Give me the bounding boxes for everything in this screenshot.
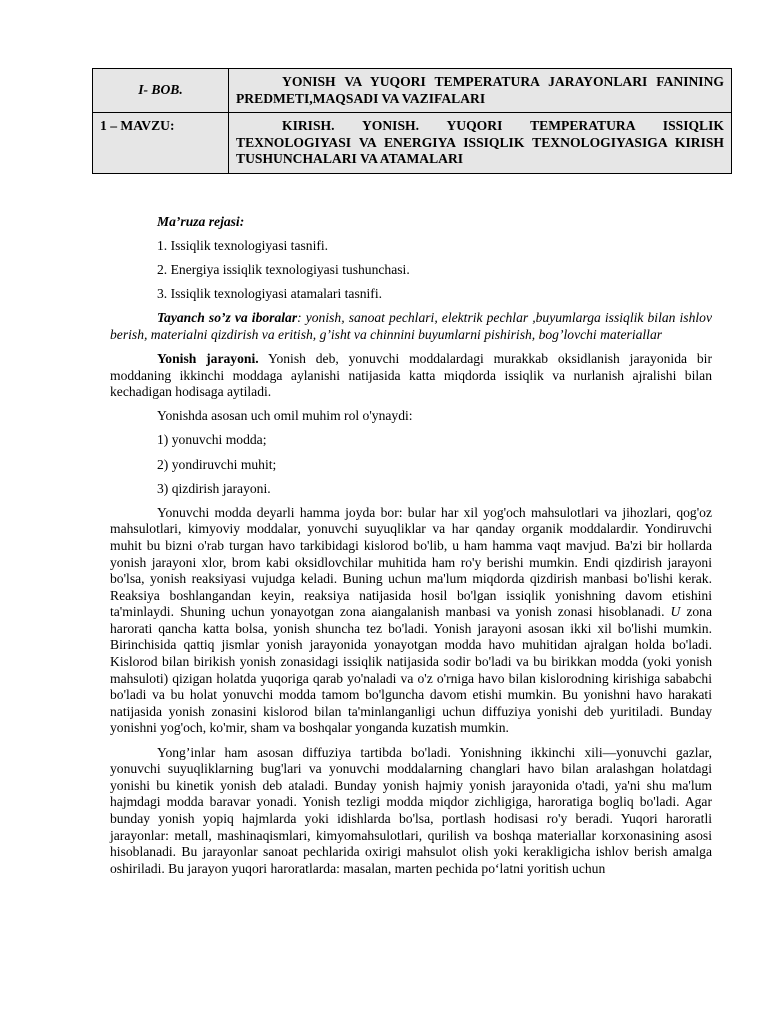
definition-term: Yonish jarayoni. bbox=[157, 351, 259, 367]
document-body bbox=[110, 214, 712, 885]
body-paragraph bbox=[110, 505, 712, 737]
keywords-text: : yonish, sanoat pechlari, elektrik pechlar ,buyumlarga issiqlik bilan ishlov berish, materialni qizdirish va eritish, g’isht va chinnini buyumlarni pishirish, bog’lovchi materiallar bbox=[110, 310, 712, 342]
definition-paragraph bbox=[110, 351, 712, 401]
body-paragraph-text: Yonuvchi modda deyarli hamma joyda bor: bular har xil yog'och mahsulotlari va jihozlari, qog'oz mahsulotlari, kimyoviy moddalar, yonuvchi suyuqliklar va har qanday organik moddalardir. Yondiruvchi muhit bu bizni o'rab turgan havo tarkibidagi kislorod bo'lib, u ham hamma vaqt mavjud. Ba'zi bir hollarda yonish jarayoni xlor, brom kabi oksidlovchilar muhitida ham ro'y berishi mumkin. Endi qizdirish jarayoni bo'lsa, yonish reaksiyasi vujudga keladi. Buning uchun ma'lum miqdorda qizdirish manbasi bo'lishi kerak. Reaksiya boshlangandan keyin, reaksiya natijasida hosil bo'lgan issiqlik yonishning davom etishini ta'minlaydi. Shuning uchun yonayotgan zona aiangalanish manbasi va yonish zonasi hisoblanadi. bbox=[110, 504, 712, 620]
definition-text: Yonish deb, yonuvchi moddalardagi murakkab oksidlanish jarayonida bir moddaning ikkinchi moddaga aylanishi natijasida katta miqdorda issiqlik va nurlanish ajralishi bilan kechadigan hodisaga aytiladi. bbox=[110, 351, 712, 400]
factor-item: 2) yondiruvchi muhit; bbox=[157, 456, 277, 472]
chapter-header-table bbox=[92, 68, 732, 174]
italic-u: U bbox=[670, 604, 681, 620]
plan-heading: Ma’ruza rejasi: bbox=[157, 214, 245, 229]
body-paragraph: Yong’inlar ham asosan diffuziya tartibda bo'ladi. Yonishning ikkinchi xili—yonuvchi gazlar, yonuvchi suyuqliklarning bug'lari va yonuvchi moddalarning changlari havo bilan aralashgan holatdagi yonishi bu kinetik yonish deb ataladi. Bunday yonish hajmiy yonish jarayonida o'tadi, ya'ni shu ma'lum hajmdagi modda baravar yonadi. Yonish tezligi modda miqdor zichligiga, haroratiga bogliq bo'ladi. Agar bunday yonish yopiq hajmlarda yoki idishlarda bo'lsa, portlash hodisasi ro'y beradi. Yuqori haroratli jarayonlar: metall, mashinaqismlari, kimyomahsulotlari, qurilish va boshqa materiallar korxonasining asosi hisoblanadi. Bu jarayonlar sanoat pechlarida oxirigi mahsulot olish yoki kerakligicha ishlov berish amalga oshiriladi. Bu jarayon yuqori haroratlarda: masalan, marten pechida po‘latni yoritish uchun bbox=[110, 744, 712, 876]
factors-intro: Yonishda asosan uch omil muhim rol o'ynaydi: bbox=[157, 408, 413, 424]
keywords-label: Tayanch so’z va iboralar bbox=[157, 310, 298, 326]
plan-item: 1. Issiqlik texnologiyasi tasnifi. bbox=[157, 238, 329, 254]
body-paragraph-text: zona harorati qancha katta bolsa, yonish shuncha tez bo'ladi. Yonish jarayoni asosan ikki xil bo'lishi mumkin. Birinchisida qattiq jismlar yonish jarayonida yonayotgan modda havo muhitidan ajralgan holda bo'ladi. Kislorod bilan birikish yonish zonasidagi issiqlik natijasida sodir bo'ladi va bu birikkan modda (yoki yonish mahsuloti) qizigan holatda yuqoriga qarab yo'naladi va o'z o'rniga havo bilan kislorodning kirishiga sababchi bo'ladi va bu holat yonuvchi modda tamom bo'lguncha davom etishi mumkin. Bu yonishni havo harakati natijasida yonish zonasini kislorod bilan ta'minlanganligi uchun diffuziya yonishi deb yuritiladi. Bunday yonishni yog'och, ko'mir, sham va boshqalar yonganda kuzatish mumkin. bbox=[110, 604, 713, 736]
plan-item: 3. Issiqlik texnologiyasi atamalari tasnifi. bbox=[157, 286, 383, 302]
keywords-paragraph bbox=[110, 310, 712, 343]
factor-item: 3) qizdirish jarayoni. bbox=[157, 480, 271, 496]
chapter-label: I- BOB. bbox=[93, 69, 229, 113]
header-row-topic bbox=[93, 113, 732, 174]
topic-label: 1 – MAVZU: bbox=[93, 113, 229, 174]
topic-title: KIRISH. YONISH. YUQORI TEMPERATURA ISSIQLIK TEXNOLOGIYASI VA ENERGIYA ISSIQLIK TEXNOLOGIYASIGA KIRISH TUSHUNCHALARI VA ATAMALARI bbox=[229, 113, 732, 174]
plan-item: 2. Energiya issiqlik texnologiyasi tushunchasi. bbox=[157, 262, 410, 278]
chapter-title: YONISH VA YUQORI TEMPERATURA JARAYONLARI FANINING PREDMETI,MAQSADI VA VAZIFALARI bbox=[229, 69, 732, 113]
factor-item: 1) yonuvchi modda; bbox=[157, 432, 267, 448]
header-row-chapter bbox=[93, 69, 732, 113]
